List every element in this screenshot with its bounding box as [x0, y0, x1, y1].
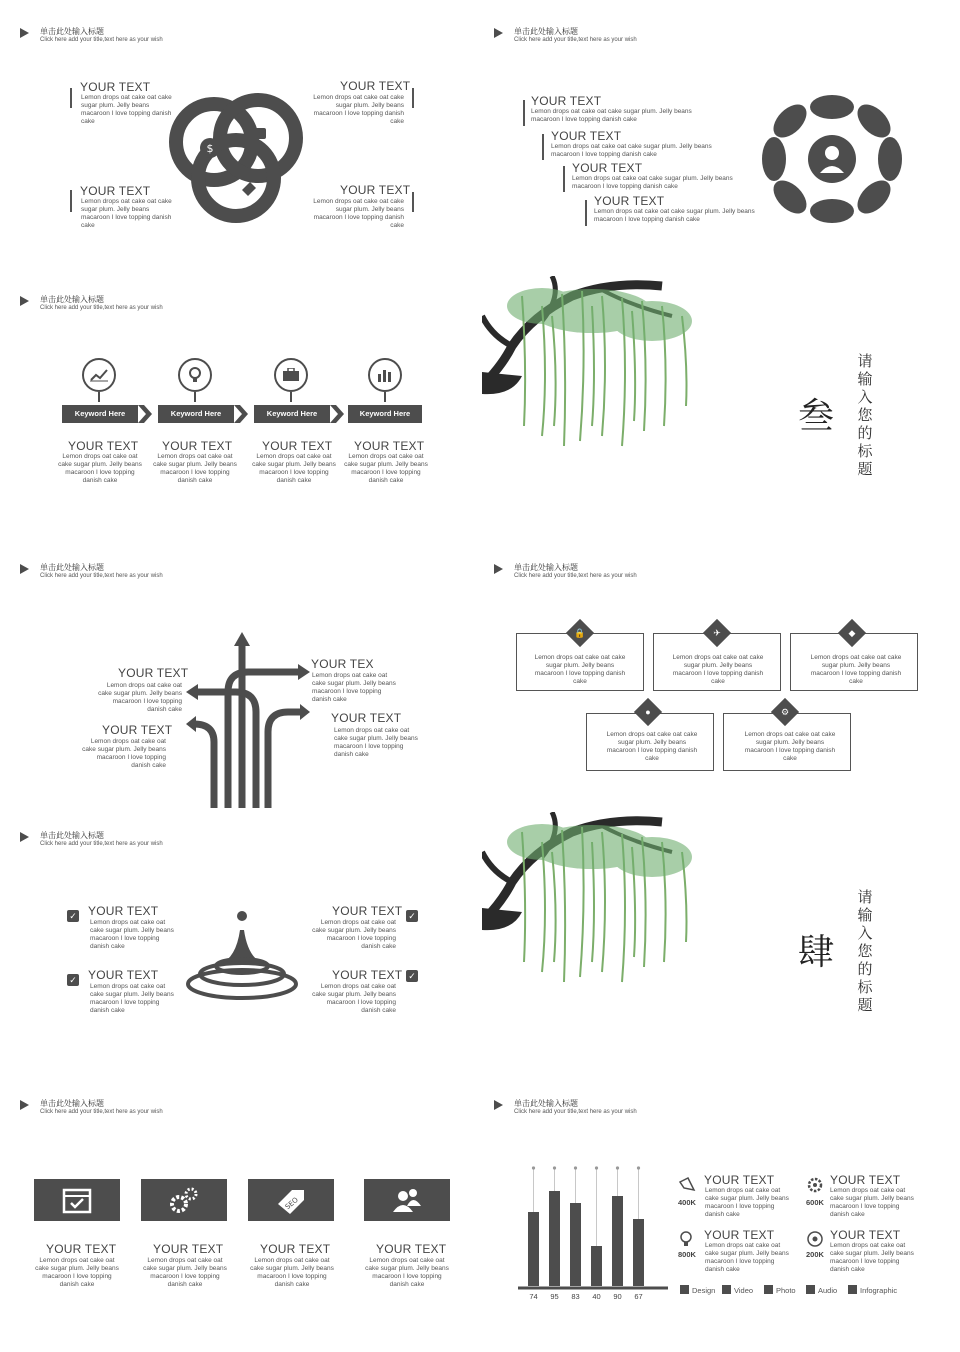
- willow-tree-image: [482, 812, 712, 987]
- divider: [585, 200, 587, 226]
- legend-item: [722, 1285, 753, 1295]
- item-title: YOUR TEXT: [551, 129, 622, 143]
- bar-guide-dot: [532, 1166, 535, 1169]
- header-subtitle: Click here add your title,text here as your wish: [514, 573, 637, 579]
- legend-item: [806, 1285, 837, 1295]
- item-body: Lemon drops oat cake oat cake sugar plum. Jelly beans macaroon I love topping danish cake: [312, 672, 396, 703]
- water-drop-ripple-graphic: [184, 908, 300, 1004]
- item-title: YOUR TEXT: [830, 1173, 901, 1187]
- megaphone-icon: [678, 1176, 696, 1192]
- pin-stem: [98, 392, 100, 402]
- bar-83: [570, 1203, 581, 1286]
- globe-icon: ●: [645, 707, 651, 717]
- box-text: Lemon drops oat cake oat cake sugar plum. Jelly beans macaroon I love topping danish cake: [534, 654, 626, 685]
- item-title: YOUR TEXT: [331, 711, 402, 725]
- keyword-label[interactable]: Keyword Here: [348, 405, 422, 423]
- slide-6: [480, 556, 950, 814]
- play-triangle-icon: [494, 1100, 503, 1110]
- legend-item: [764, 1285, 796, 1295]
- legend-swatch: [722, 1285, 731, 1294]
- divider: [70, 88, 72, 108]
- header-title[interactable]: 单击此处输入标题: [40, 831, 104, 840]
- legend-swatch: [764, 1285, 773, 1294]
- item-body: Lemon drops oat cake oat cake sugar plum. Jelly beans macaroon I love topping danish cake: [365, 1257, 449, 1288]
- willow-tree-image: [482, 276, 712, 451]
- arrow-chevron-icon: [234, 405, 248, 423]
- section-subtitle[interactable]: 请输入您的标题: [857, 888, 873, 1014]
- item-body: Lemon drops oat cake oat cake sugar plum. Jelly beans macaroon I love topping danish cake: [81, 198, 172, 229]
- item-body: Lemon drops oat cake oat cake sugar plum. Jelly beans macaroon I love topping danish cake: [90, 983, 174, 1014]
- box-text: Lemon drops oat cake oat cake sugar plum. Jelly beans macaroon I love topping danish cake: [606, 731, 698, 762]
- arrow-chevron-icon: [138, 405, 152, 423]
- item-title: YOUR TEXT: [153, 1242, 224, 1256]
- item-body: Lemon drops oat cake oat cake sugar plum. Jelly beans macaroon I love topping danish cake: [313, 198, 404, 229]
- bar-guide-dot: [616, 1166, 619, 1169]
- item-title: YOUR TEXT: [830, 1228, 901, 1242]
- item-body: Lemon drops oat cake oat cake sugar plum. Jelly beans macaroon I love topping danish cake: [90, 919, 174, 950]
- item-body: Lemon drops oat cake oat cake sugar plum. Jelly beans macaroon I love topping danish cake: [82, 738, 166, 769]
- wreath-person-graphic: [755, 92, 910, 227]
- header-subtitle: Click here add your title,text here as your wish: [514, 37, 637, 43]
- legend-swatch: [848, 1285, 857, 1294]
- section-subtitle[interactable]: 请输入您的标题: [857, 352, 873, 478]
- gem-icon: ◆: [848, 627, 856, 638]
- item-title: YOUR TEXT: [68, 439, 139, 453]
- slide-9: [6, 1092, 476, 1350]
- pin-stem: [194, 392, 196, 402]
- item-body: Lemon drops oat cake oat cake sugar plum. Jelly beans macaroon I love topping danish cake: [551, 143, 712, 158]
- header-subtitle: Click here add your title,text here as your wish: [40, 305, 163, 311]
- stat-value: 400K: [678, 1198, 696, 1207]
- item-body: Lemon drops oat cake oat cake sugar plum. Jelly beans macaroon I love topping danish cake: [531, 108, 692, 123]
- item-body: Lemon drops oat cake oat cake sugar plum. Jelly beans macaroon I love topping danish cake: [58, 453, 142, 484]
- item-title: YOUR TEXT: [340, 183, 411, 197]
- item-title: YOUR TEXT: [704, 1228, 775, 1242]
- item-body: Lemon drops oat cake oat cake sugar plum. Jelly beans macaroon I love topping danish cake: [312, 919, 396, 950]
- item-title: YOUR TEXT: [704, 1173, 775, 1187]
- airplane-icon: ✈: [713, 627, 721, 638]
- gears-tile: [141, 1179, 227, 1221]
- checkbox-icon: ✓: [67, 974, 79, 986]
- divider: [523, 100, 525, 126]
- play-triangle-icon: [20, 832, 29, 842]
- slide-7: [6, 824, 476, 1082]
- item-body: Lemon drops oat cake oat cake sugar plum. Jelly beans macaroon I love topping danish cake: [594, 208, 755, 223]
- play-triangle-icon: [20, 296, 29, 306]
- header-title[interactable]: 单击此处输入标题: [40, 27, 104, 36]
- bar-tick-label: 67: [634, 1292, 643, 1301]
- play-triangle-icon: [20, 564, 29, 574]
- team-tile: [364, 1179, 450, 1221]
- bar-chart-icon: [368, 358, 402, 392]
- item-body: Lemon drops oat cake oat cake sugar plum. Jelly beans macaroon I love topping danish cake: [830, 1242, 914, 1273]
- item-body: Lemon drops oat cake oat cake sugar plum. Jelly beans macaroon I love topping danish cake: [250, 1257, 334, 1288]
- slide-10: [480, 1092, 950, 1350]
- header-title[interactable]: 单击此处输入标题: [40, 295, 104, 304]
- legend-label: Infographic: [860, 1286, 898, 1295]
- legend-item: [680, 1285, 715, 1295]
- header-title[interactable]: 单击此处输入标题: [514, 27, 578, 36]
- divider: [412, 192, 414, 212]
- legend-label: Audio: [818, 1286, 838, 1295]
- gears-icon: ⚙: [780, 706, 790, 717]
- item-title: YOUR TEXT: [260, 1242, 331, 1256]
- item-title: YOUR TEXT: [262, 439, 333, 453]
- stat-value: 200K: [806, 1250, 824, 1259]
- item-body: Lemon drops oat cake oat cake sugar plum. Jelly beans macaroon I love topping danish cake: [344, 453, 428, 484]
- item-title: YOUR TEXT: [332, 904, 403, 918]
- header-title[interactable]: 单击此处输入标题: [40, 563, 104, 572]
- item-title: YOUR TEX: [311, 657, 374, 671]
- box-text: Lemon drops oat cake oat cake sugar plum. Jelly beans macaroon I love topping danish cake: [810, 654, 902, 685]
- venn-rings-graphic: [166, 86, 306, 226]
- item-title: YOUR TEXT: [88, 968, 159, 982]
- bar-guide-dot: [595, 1166, 598, 1169]
- calendar-check-icon: [62, 1186, 92, 1214]
- item-title: YOUR TEXT: [594, 194, 665, 208]
- seo-tag-icon: [274, 1186, 308, 1214]
- gear-icon: [806, 1176, 824, 1194]
- keyword-label[interactable]: Keyword Here: [254, 405, 330, 423]
- bar-tick-label: 90: [613, 1292, 622, 1301]
- item-body: Lemon drops oat cake oat cake sugar plum. Jelly beans macaroon I love topping danish cake: [334, 727, 418, 758]
- section-slide-4: [480, 812, 950, 1070]
- team-people-icon: [391, 1186, 423, 1214]
- bar-tick-label: 74: [529, 1292, 538, 1301]
- item-body: Lemon drops oat cake oat cake sugar plum. Jelly beans macaroon I love topping danish cake: [705, 1187, 789, 1218]
- bar-tick-label: 95: [550, 1292, 559, 1301]
- play-triangle-icon: [494, 564, 503, 574]
- legend-swatch: [806, 1285, 815, 1294]
- bar-guide-dot: [574, 1166, 577, 1169]
- briefcase-icon: [274, 358, 308, 392]
- item-body: Lemon drops oat cake oat cake sugar plum. Jelly beans macaroon I love topping danish cake: [313, 94, 404, 125]
- item-body: Lemon drops oat cake oat cake sugar plum. Jelly beans macaroon I love topping danish cake: [153, 453, 237, 484]
- play-triangle-icon: [494, 28, 503, 38]
- divider: [70, 190, 72, 212]
- bar-chart-ticks: [518, 1292, 668, 1304]
- divider: [542, 134, 544, 160]
- checkbox-icon: ✓: [67, 910, 79, 922]
- gears-icon: [168, 1186, 200, 1214]
- item-title: YOUR TEXT: [531, 94, 602, 108]
- item-title: YOUR TEXT: [118, 666, 189, 680]
- disc-icon: [806, 1230, 824, 1248]
- header-title[interactable]: 单击此处输入标题: [40, 1099, 104, 1108]
- slide-2: [480, 20, 950, 278]
- keyword-label[interactable]: Keyword Here: [62, 405, 138, 423]
- item-title: YOUR TEXT: [102, 723, 173, 737]
- item-body: Lemon drops oat cake oat cake sugar plum. Jelly beans macaroon I love topping danish cake: [98, 682, 182, 713]
- header-subtitle: Click here add your title,text here as your wish: [40, 841, 163, 847]
- lightbulb-icon: [678, 1230, 694, 1248]
- header-subtitle: Click here add your title,text here as your wish: [40, 573, 163, 579]
- stat-value: 800K: [678, 1250, 696, 1259]
- bar-guide-dot: [553, 1166, 556, 1169]
- legend-label: Design: [692, 1286, 716, 1295]
- item-body: Lemon drops oat cake oat cake sugar plum. Jelly beans macaroon I love topping danish cake: [705, 1242, 789, 1273]
- item-body: Lemon drops oat cake oat cake sugar plum. Jelly beans macaroon I love topping danish cake: [830, 1187, 914, 1218]
- item-body: Lemon drops oat cake oat cake sugar plum. Jelly beans macaroon I love topping danish cake: [572, 175, 733, 190]
- bar-67: [633, 1219, 644, 1286]
- pin-stem: [290, 392, 292, 402]
- item-body: Lemon drops oat cake oat cake sugar plum. Jelly beans macaroon I love topping danish cake: [35, 1257, 119, 1288]
- divider: [412, 88, 414, 108]
- chart-up-icon: [82, 358, 116, 392]
- slide-3: [6, 288, 476, 546]
- slide-5: [6, 556, 476, 814]
- seo-tag-tile: [248, 1179, 334, 1221]
- keyword-label[interactable]: Keyword Here: [158, 405, 234, 423]
- divider: [563, 166, 565, 192]
- pin-stem: [384, 392, 386, 402]
- svg-text:$: $: [206, 142, 214, 155]
- header-subtitle: Click here add your title,text here as your wish: [40, 37, 163, 43]
- bar-74: [528, 1212, 539, 1286]
- bar-guide-dot: [637, 1166, 640, 1169]
- item-title: YOUR TEXT: [80, 80, 151, 94]
- box-text: Lemon drops oat cake oat cake sugar plum. Jelly beans macaroon I love topping danish cake: [744, 731, 836, 762]
- box-text: Lemon drops oat cake oat cake sugar plum. Jelly beans macaroon I love topping danish cake: [672, 654, 764, 685]
- crossroads-arrows-graphic: [184, 632, 314, 808]
- section-numeral: 肆: [798, 932, 835, 973]
- item-title: YOUR TEXT: [162, 439, 233, 453]
- calendar-tile: [34, 1179, 120, 1221]
- lightbulb-icon: [178, 358, 212, 392]
- bar-tick-label: 83: [571, 1292, 580, 1301]
- header-title[interactable]: 单击此处输入标题: [514, 563, 578, 572]
- header-subtitle: Click here add your title,text here as your wish: [40, 1109, 163, 1115]
- item-title: YOUR TEXT: [88, 904, 159, 918]
- item-title: YOUR TEXT: [332, 968, 403, 982]
- item-title: YOUR TEXT: [354, 439, 425, 453]
- legend-swatch: [680, 1285, 689, 1294]
- section-numeral: 叁: [798, 396, 835, 437]
- bar-95: [549, 1191, 560, 1286]
- legend-item: [848, 1285, 897, 1295]
- header-subtitle: Click here add your title,text here as your wish: [514, 1109, 637, 1115]
- item-title: YOUR TEXT: [80, 184, 151, 198]
- checkbox-icon: ✓: [406, 910, 418, 922]
- section-slide-3: [480, 276, 950, 534]
- item-body: Lemon drops oat cake oat cake sugar plum. Jelly beans macaroon I love topping danish cake: [312, 983, 396, 1014]
- bar-tick-label: 40: [592, 1292, 601, 1301]
- item-title: YOUR TEXT: [46, 1242, 117, 1256]
- item-title: YOUR TEXT: [572, 161, 643, 175]
- checkbox-icon: ✓: [406, 970, 418, 982]
- legend-label: Photo: [776, 1286, 796, 1295]
- bar-90: [612, 1196, 623, 1286]
- arrow-chevron-icon: [330, 405, 344, 423]
- bar-40: [591, 1246, 602, 1286]
- legend-label: Video: [734, 1286, 754, 1295]
- bar-chart: [518, 1160, 668, 1290]
- item-body: Lemon drops oat cake oat cake sugar plum. Jelly beans macaroon I love topping danish cake: [252, 453, 336, 484]
- item-body: Lemon drops oat cake oat cake sugar plum. Jelly beans macaroon I love topping danish cake: [143, 1257, 227, 1288]
- stat-value: 600K: [806, 1198, 824, 1207]
- slide-1: [6, 20, 476, 278]
- play-triangle-icon: [20, 1100, 29, 1110]
- play-triangle-icon: [20, 28, 29, 38]
- header-title[interactable]: 单击此处输入标题: [514, 1099, 578, 1108]
- item-body: Lemon drops oat cake oat cake sugar plum. Jelly beans macaroon I love topping danish cake: [81, 94, 172, 125]
- item-title: YOUR TEXT: [340, 79, 411, 93]
- item-title: YOUR TEXT: [376, 1242, 447, 1256]
- lock-icon: 🔒: [574, 627, 586, 638]
- svg-text:SEO: SEO: [283, 1195, 300, 1212]
